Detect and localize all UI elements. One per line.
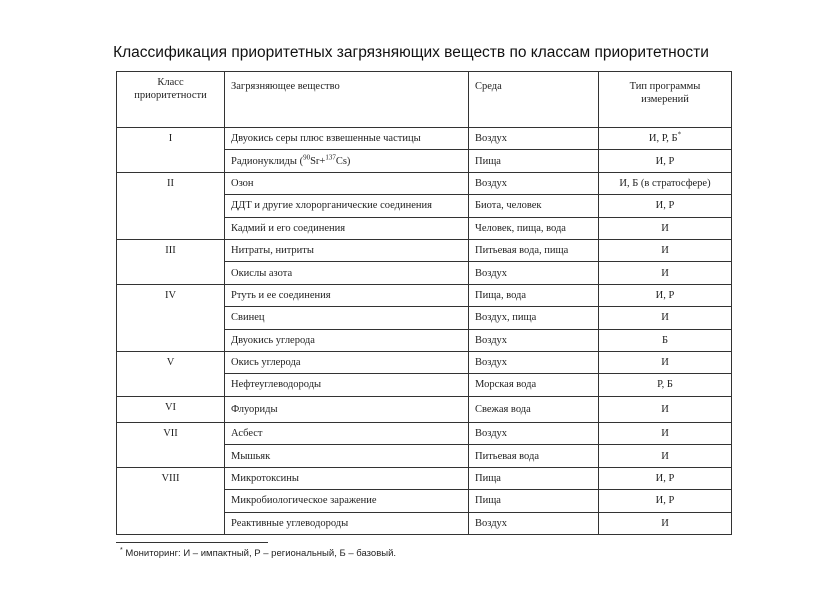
pollutant-cell: Асбест	[225, 423, 469, 445]
program-cell: И	[599, 512, 732, 534]
class-label: VIII	[117, 467, 225, 534]
pollutant-cell: Нитраты, нитриты	[225, 239, 469, 261]
program-cell: И	[599, 351, 732, 373]
program-cell: И, Р	[599, 467, 732, 489]
medium-cell: Биота, человек	[469, 195, 599, 217]
isotope-cs: 137	[325, 153, 336, 162]
page-title: Классификация приоритетных загрязняющих веществ по классам приоритетности	[113, 44, 709, 61]
class-label: V	[117, 351, 225, 396]
class-label: VI	[117, 396, 225, 422]
pollutant-cell: Свинец	[225, 307, 469, 329]
header-medium: Среда	[469, 72, 599, 128]
table-row	[117, 396, 732, 422]
table-row	[117, 239, 732, 261]
pollutant-cell: Окись углерода	[225, 351, 469, 373]
medium-cell: Морская вода	[469, 374, 599, 396]
header-program: Тип программы измерений	[599, 72, 732, 128]
class-label: IV	[117, 284, 225, 351]
pollutant-cell: Двуокись серы плюс взвешенные частицы	[225, 128, 469, 150]
table-row	[117, 172, 732, 194]
pollutant-pre: Радионуклиды (	[231, 155, 304, 167]
header-class: Класс приоритетности	[117, 72, 225, 128]
medium-cell: Пища, вода	[469, 284, 599, 306]
program-cell: И	[599, 396, 732, 422]
medium-cell: Пища	[469, 467, 599, 489]
pollutant-cell	[225, 150, 469, 172]
program-cell: И, Р	[599, 150, 732, 172]
class-label: VII	[117, 423, 225, 468]
table-row	[117, 284, 732, 306]
medium-cell: Человек, пища, вода	[469, 217, 599, 239]
table-row	[117, 128, 732, 150]
footnote-divider	[116, 542, 268, 543]
program-cell: И, Б (в стратосфере)	[599, 172, 732, 194]
pollutant-cell: Окислы азота	[225, 262, 469, 284]
isotope-sr: 90	[303, 153, 311, 162]
class-label: III	[117, 239, 225, 284]
pollutant-post: Cs)	[335, 155, 351, 167]
program-cell: И, Р	[599, 284, 732, 306]
pollutant-cell: Ртуть и ее соединения	[225, 284, 469, 306]
footnote-mark: *	[677, 130, 682, 139]
medium-cell: Питьевая вода	[469, 445, 599, 467]
medium-cell: Воздух	[469, 512, 599, 534]
medium-cell: Пища	[469, 150, 599, 172]
medium-cell: Воздух	[469, 172, 599, 194]
program-cell: И	[599, 239, 732, 261]
program-cell: И	[599, 445, 732, 467]
program-cell: И, Р	[599, 490, 732, 512]
program-cell: И, Р	[599, 195, 732, 217]
program-cell: И	[599, 217, 732, 239]
pollutant-mid: Sr+	[310, 155, 326, 167]
medium-cell: Питьевая вода, пища	[469, 239, 599, 261]
medium-cell: Воздух	[469, 262, 599, 284]
medium-cell: Свежая вода	[469, 396, 599, 422]
pollutant-cell: Озон	[225, 172, 469, 194]
pollutant-cell: Реактивные углеводороды	[225, 512, 469, 534]
medium-cell: Воздух	[469, 128, 599, 150]
class-label: I	[117, 128, 225, 173]
pollutant-cell: Флуориды	[225, 396, 469, 422]
header-pollutant: Загрязняющее вещество	[225, 72, 469, 128]
class-label: II	[117, 172, 225, 239]
footnote-text: Мониторинг: И – импактный, Р – региональный, Б – базовый.	[122, 548, 397, 559]
table-row	[117, 423, 732, 445]
table-header-row	[117, 72, 732, 128]
medium-cell: Воздух	[469, 329, 599, 351]
pollutant-cell: ДДТ и другие хлорорганические соединения	[225, 195, 469, 217]
medium-cell: Воздух	[469, 351, 599, 373]
program-text: И, Р, Б	[648, 133, 678, 145]
program-cell: Р, Б	[599, 374, 732, 396]
program-cell: Б	[599, 329, 732, 351]
pollutant-cell: Кадмий и его соединения	[225, 217, 469, 239]
pollutant-cell: Двуокись углерода	[225, 329, 469, 351]
medium-cell: Воздух	[469, 423, 599, 445]
pollutant-cell: Микротоксины	[225, 467, 469, 489]
footnote	[120, 548, 396, 559]
program-cell: И	[599, 423, 732, 445]
program-cell: И	[599, 307, 732, 329]
table-row	[117, 467, 732, 489]
pollutant-cell: Микробиологическое заражение	[225, 490, 469, 512]
program-cell: И	[599, 262, 732, 284]
medium-cell: Воздух, пища	[469, 307, 599, 329]
medium-cell: Пища	[469, 490, 599, 512]
priority-table	[116, 71, 732, 535]
pollutant-cell: Нефтеуглеводороды	[225, 374, 469, 396]
footnote-mark: *	[120, 546, 123, 554]
pollutant-cell: Мышьяк	[225, 445, 469, 467]
table-row	[117, 351, 732, 373]
program-cell	[599, 128, 732, 150]
